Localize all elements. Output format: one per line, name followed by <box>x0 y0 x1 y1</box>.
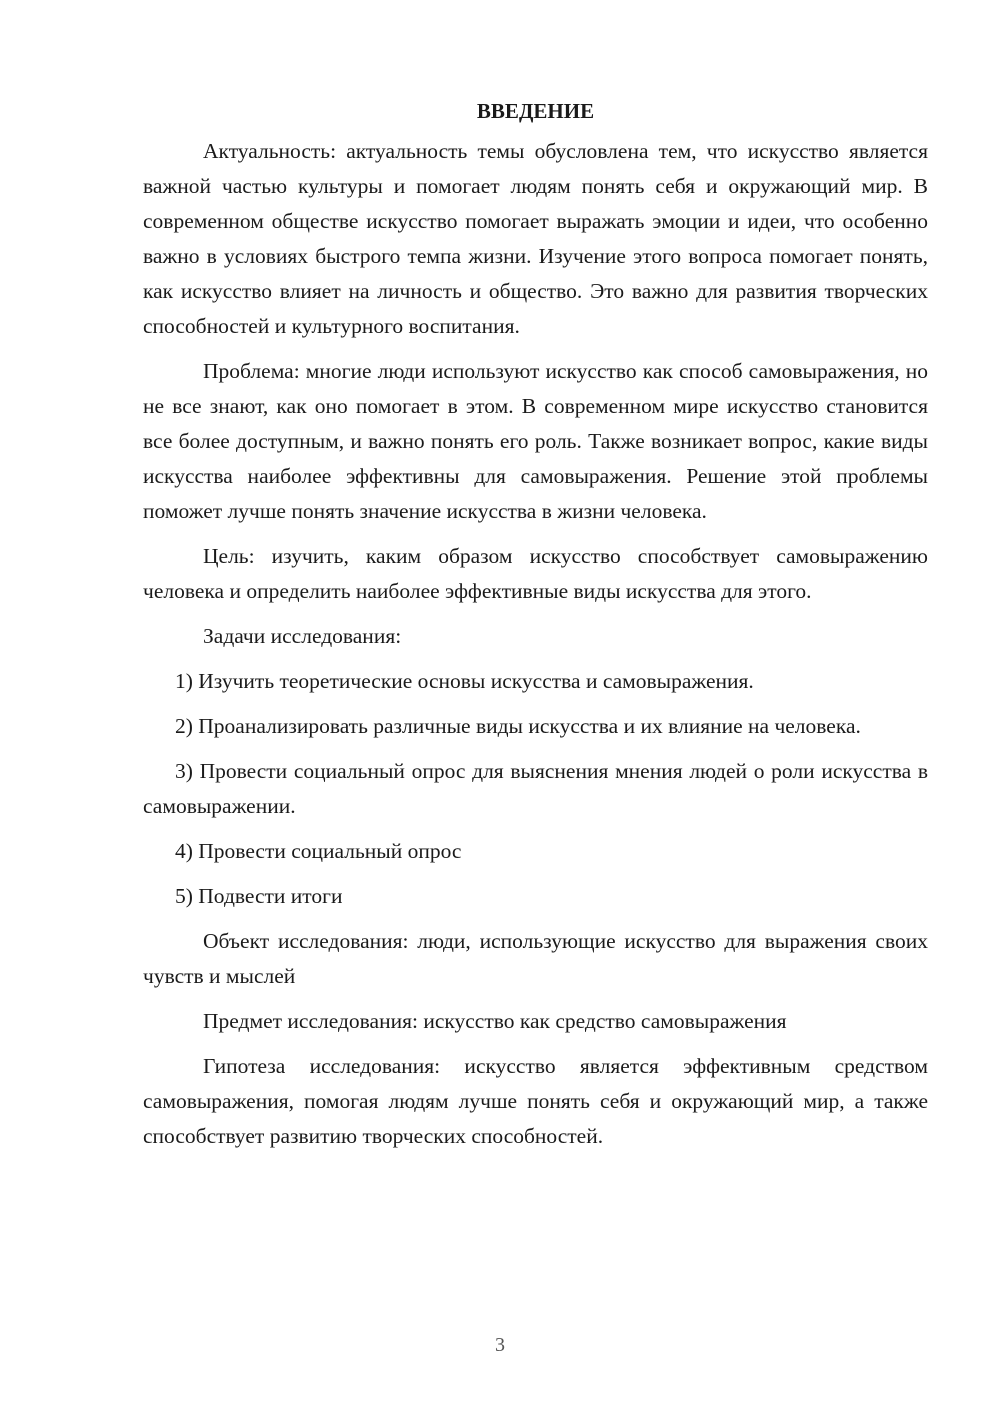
document-page <box>143 94 928 1164</box>
paragraph-hypothesis: Гипотеза исследования: искусство является эффективным средством самовыражения, помогая людям лучше понять себя и окружающий мир, а также способствует развитию творческих способностей. <box>143 1054 928 1148</box>
list-item-task-2: 2) Проанализировать различные виды искусства и их влияние на человека. <box>175 714 861 738</box>
list-item-task-4: 4) Провести социальный опрос <box>175 839 462 863</box>
tasks-heading: Задачи исследования: <box>203 624 402 648</box>
paragraph-subject: Предмет исследования: искусство как средство самовыражения <box>203 1009 787 1033</box>
page-title: ВВЕДЕНИЕ <box>476 99 595 123</box>
list-item-task-1: 1) Изучить теоретические основы искусства и самовыражения. <box>175 669 754 693</box>
list-item-task-3: 3) Провести социальный опрос для выяснения мнения людей о роли искусства в самовыражении. <box>143 759 928 818</box>
list-item-task-5: 5) Подвести итоги <box>175 884 343 908</box>
paragraph-object: Объект исследования: люди, использующие искусство для выражения своих чувств и мыслей <box>143 929 928 988</box>
paragraph-problem: Проблема: многие люди используют искусство как способ самовыражения, но не все знают, как оно помогает в этом. В современном мире искусство становится все более доступным, и важно понять его роль. Также возникает вопрос, какие виды искусства наиболее эффективны для самовыражения. Решение этой проблемы поможет лучше понять значение искусства в жизни человека. <box>143 359 928 523</box>
paragraph-relevance: Актуальность: актуальность темы обусловлена тем, что искусство является важной частью культуры и помогает людям понять себя и окружающий мир. В современном обществе искусство помогает выражать эмоции и идеи, что особенно важно в условиях быстрого темпа жизни. Изучение этого вопроса помогает понять, как искусство влияет на личность и общество. Это важно для развития творческих способностей и культурного воспитания. <box>143 139 928 338</box>
paragraph-goal: Цель: изучить, каким образом искусство способствует самовыражению человека и определить наиболее эффективные виды искусства для этого. <box>143 544 928 603</box>
page-number: 3 <box>495 1334 505 1356</box>
